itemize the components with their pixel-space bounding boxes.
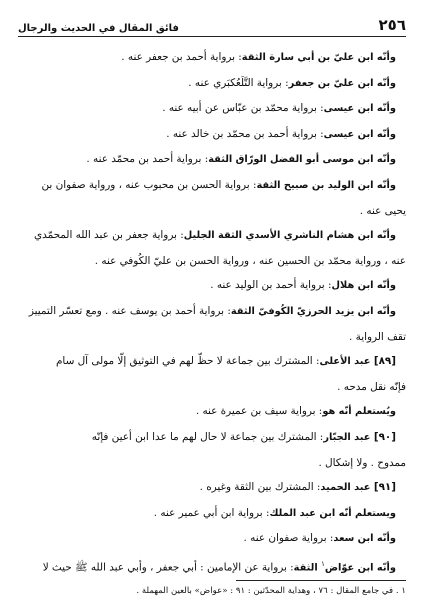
body-text bbox=[18, 45, 406, 581]
text-line: ويُستعلم أنّه هو: برواية سيف بن عميرة عنه . bbox=[195, 405, 396, 418]
running-title: فائق المقال في الحديث والرجال bbox=[18, 23, 179, 34]
text-line: وأنّه ابن عيسى: برواية أحمد بن محمّد بن خالد عنه . bbox=[166, 127, 396, 140]
text-line: وأنّه ابن عليّ بن جعفر: برواية التَّلَعُكبَري عنه . bbox=[188, 76, 396, 89]
text-line: وأنّه ابن عليّ بن أبي سارة الثقة: برواية أحمد بن جعفر عنه . bbox=[121, 51, 396, 63]
footnote-area bbox=[18, 580, 406, 598]
footnote-marker: ١ bbox=[321, 559, 325, 568]
text-line: وأنّه ابن سعد: برواية صفوان عنه . bbox=[243, 532, 396, 545]
footnote-divider bbox=[236, 580, 406, 581]
entry-heading-89: [٨٩] عبد الأعلى: المشترك بين جماعة لا حظّ لهم في التوثيق إلّا مولى آل سام bbox=[55, 355, 396, 368]
entry-heading-90: [٩٠] عبد الجبّار: المشترك بين جماعة لا حال لهم ما عدا ابن أعين فإنّه bbox=[91, 430, 396, 443]
page-header bbox=[18, 14, 406, 37]
text-line: فإنّه نقل مدحه . bbox=[337, 380, 406, 393]
text-line: عنه ، ورواية محمّد بن الحسين عنه ، ورواية الحسن بن عليّ الكُوفي عنه . bbox=[94, 254, 406, 267]
text-line: وأنّه ابن موسى أبو الفضل الورّاق الثقة: برواية أحمد بن محمّد عنه . bbox=[86, 153, 396, 166]
footnote: ١ . في جامع المقال : ٧٦ ، وهداية المحدّثين : ٩١ : «عواض» بالعين المهملة . bbox=[136, 586, 406, 596]
text-line: يحيى عنه . bbox=[359, 204, 406, 217]
text-line: وأنّه ابن الوليد بن صبيح الثقة: برواية الحسن بن محبوب عنه ، ورواية صفوان بن bbox=[41, 178, 396, 191]
text-line: وأنّه ابن هشام الناشري الأسدي الثقة الجليل: برواية جعفر بن عبد الله المحمّدي bbox=[34, 229, 396, 242]
book-page bbox=[18, 14, 406, 606]
entry-heading-91: [٩١] عبد الحميد: المشترك بين الثقة وغيره . bbox=[199, 481, 396, 494]
text-line: وأنّه ابن هلال: برواية أحمد بن الوليد عنه . bbox=[210, 279, 396, 292]
text-line: ويستعلم أنّه ابن عبد الملك: برواية ابن أبي عمير عنه . bbox=[153, 506, 396, 519]
page-number: ٢٥٦ bbox=[378, 16, 406, 34]
text-line: تقف الرواية . bbox=[349, 330, 406, 343]
text-line: وأنّه ابن عوّاض$^١$ الثقة: برواية عن الإمامين : أبي جعفر ، وأبي عبد الله ﷺ حيث لا bbox=[42, 559, 396, 574]
text-line: وأنّه ابن يزيد الحرزيّ الكُوفيّ الثقة: برواية أحمد بن يوسف عنه . ومع تعسّر التمييز bbox=[28, 304, 396, 317]
text-line: وأنّه ابن عيسى: برواية محمّد بن عبّاس عن أبيه عنه . bbox=[162, 102, 396, 115]
text-line: ممدوح . ولا إشكال . bbox=[318, 456, 406, 469]
